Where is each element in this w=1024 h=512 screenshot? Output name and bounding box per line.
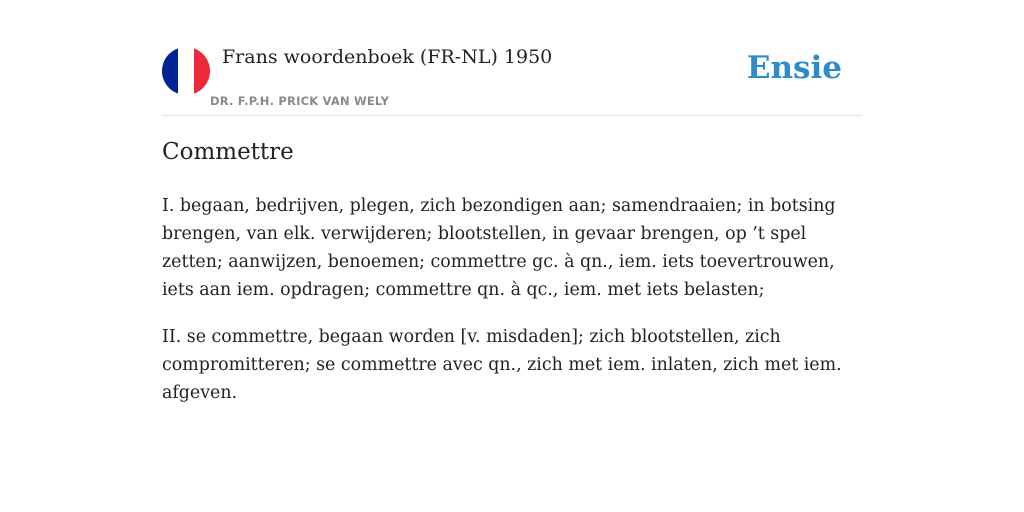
- french-flag-icon: [162, 47, 210, 95]
- flag-stripe-red: [194, 47, 210, 95]
- brand-logo-link[interactable]: Ensie: [746, 50, 842, 86]
- dictionary-title[interactable]: Frans woordenboek (FR-NL) 1950: [222, 46, 553, 68]
- entry-definition: [162, 192, 862, 426]
- dictionary-header: [162, 40, 862, 116]
- flag-stripe-white: [178, 47, 194, 95]
- definition-sense-1: I. begaan, bedrijven, plegen, zich bezondigen aan; samendraaien; in botsing brengen, van elk. verwijderen; blootstellen, in gevaar brengen, op ’t spel zetten; aanwijzen, benoemen; commettre gc. à qn., iem. iets toevertrouwen, iets aan iem. opdragen; commettre qn. à qc., iem. met iets belasten;: [162, 196, 836, 300]
- dictionary-author[interactable]: DR. F.P.H. PRICK VAN WELY: [210, 94, 390, 108]
- definition-sense-2: II. se commettre, begaan worden [v. misdaden]; zich blootstellen, zich compromitteren; se commettre avec qn., zich met iem. inlaten, zich met iem. afgeven.: [162, 327, 842, 403]
- entry-headword: Commettre: [162, 139, 294, 165]
- flag-stripe-blue: [162, 47, 178, 95]
